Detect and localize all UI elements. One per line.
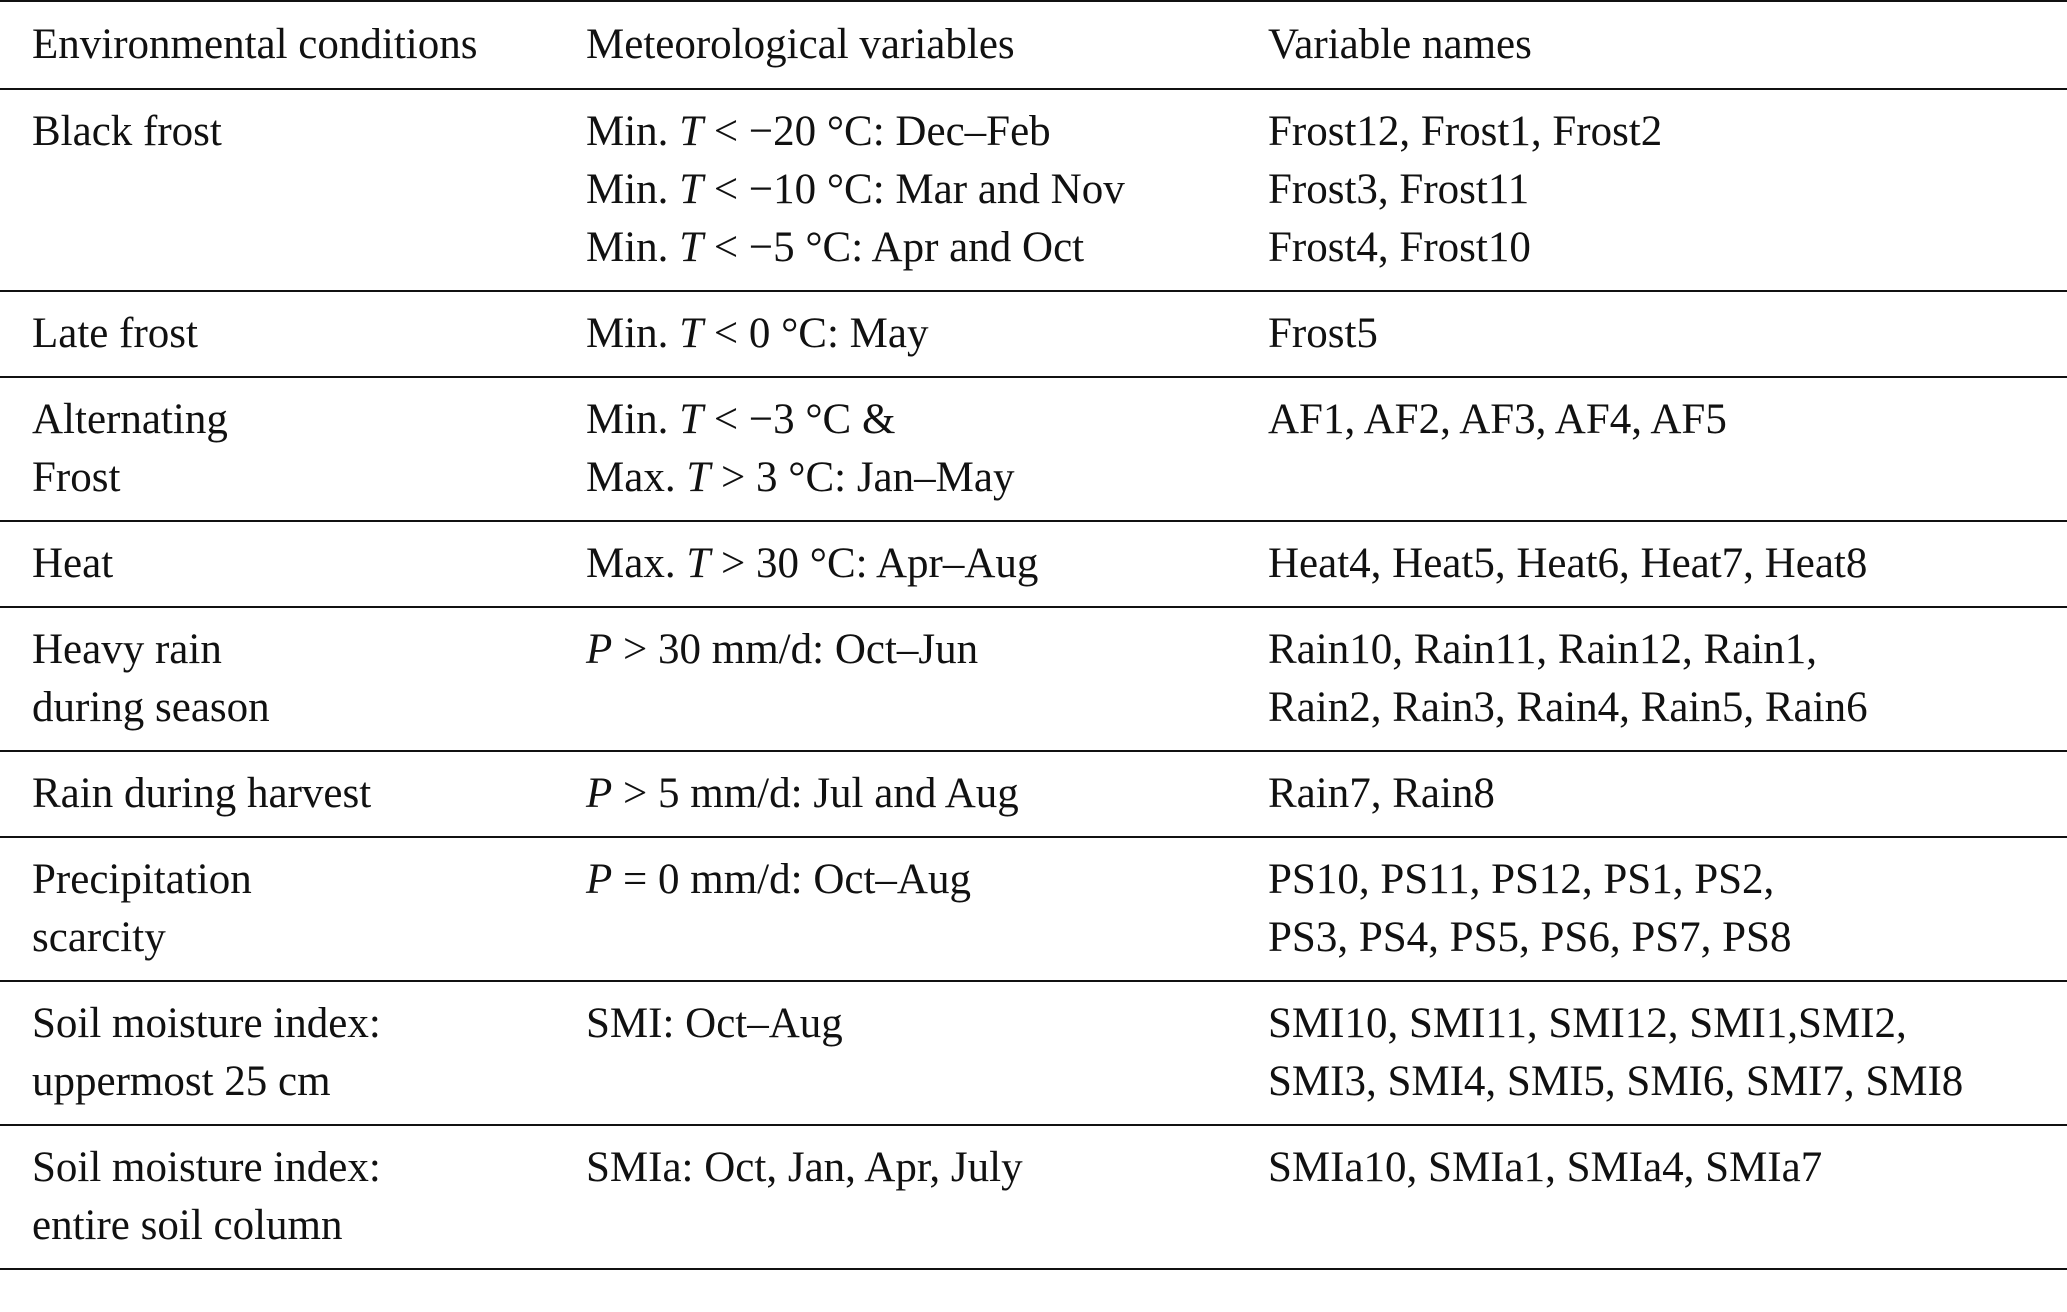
condition-cell (0, 89, 586, 291)
variable-line: Min. T < 0 °C: May (586, 310, 929, 357)
table-row (0, 521, 2067, 607)
condition-cell (0, 291, 586, 377)
table-header (0, 1, 2067, 89)
table-row (0, 89, 2067, 291)
variable-name-line: Rain10, Rain11, Rain12, Rain1, (1268, 626, 1818, 673)
condition-line: Rain during harvest (32, 770, 372, 817)
variable-name-line: Frost4, Frost10 (1268, 224, 1531, 271)
variable-line: Min. T < −10 °C: Mar and Nov (586, 166, 1125, 213)
variable-line: P > 5 mm/d: Jul and Aug (586, 770, 1019, 817)
condition-line: Late frost (32, 310, 198, 357)
variable-names-cell (1268, 837, 2067, 981)
table-row (0, 377, 2067, 521)
condition-line: during season (32, 684, 270, 731)
header-environmental-conditions: Environmental conditions (32, 21, 478, 68)
condition-line: Precipitation (32, 856, 252, 903)
header-variable-names: Variable names (1268, 21, 1532, 68)
variable-line: Max. T > 30 °C: Apr–Aug (586, 540, 1039, 587)
table-row (0, 607, 2067, 751)
table-row (0, 837, 2067, 981)
variable-name-line: SMIa10, SMIa1, SMIa4, SMIa7 (1268, 1144, 1823, 1191)
variable-line: Min. T < −3 °C & (586, 396, 896, 443)
variable-names-cell (1268, 1125, 2067, 1269)
condition-cell (0, 607, 586, 751)
header-meteorological-variables: Meteorological variables (586, 21, 1015, 68)
condition-line: Heat (32, 540, 114, 587)
meteorological-variables-cell (586, 377, 1268, 521)
meteorological-variables-cell (586, 751, 1268, 837)
condition-line: Frost (32, 454, 121, 501)
condition-line: Alternating (32, 396, 228, 443)
condition-cell (0, 981, 586, 1125)
variable-name-line: SMI10, SMI11, SMI12, SMI1,SMI2, (1268, 1000, 1907, 1047)
variable-names-cell (1268, 521, 2067, 607)
meteorological-variables-cell (586, 607, 1268, 751)
variable-name-line: Heat4, Heat5, Heat6, Heat7, Heat8 (1268, 540, 1868, 587)
variable-names-cell (1268, 607, 2067, 751)
variable-line: Min. T < −20 °C: Dec–Feb (586, 108, 1051, 155)
variable-name-line: SMI3, SMI4, SMI5, SMI6, SMI7, SMI8 (1268, 1058, 1964, 1105)
variable-names-cell (1268, 89, 2067, 291)
meteorological-variables-cell (586, 837, 1268, 981)
condition-line: Heavy rain (32, 626, 222, 673)
meteorological-variables-cell (586, 1125, 1268, 1269)
variable-line: Max. T > 3 °C: Jan–May (586, 454, 1015, 501)
condition-line: Soil moisture index: (32, 1000, 381, 1047)
variable-names-cell (1268, 751, 2067, 837)
condition-cell (0, 751, 586, 837)
table-row (0, 751, 2067, 837)
table-row (0, 1125, 2067, 1269)
variable-line: P = 0 mm/d: Oct–Aug (586, 856, 971, 903)
table-body (0, 89, 2067, 1269)
meteorological-variables-cell (586, 291, 1268, 377)
condition-cell (0, 377, 586, 521)
variable-name-line: AF1, AF2, AF3, AF4, AF5 (1268, 396, 1727, 443)
variable-name-line: Frost3, Frost11 (1268, 166, 1530, 213)
variable-line: SMIa: Oct, Jan, Apr, July (586, 1144, 1023, 1191)
variable-name-line: PS3, PS4, PS5, PS6, PS7, PS8 (1268, 914, 1792, 961)
meteorological-variables-cell (586, 521, 1268, 607)
meteorological-variables-cell (586, 981, 1268, 1125)
condition-cell (0, 521, 586, 607)
header-row (0, 1, 2067, 89)
variable-name-line: Rain7, Rain8 (1268, 770, 1495, 817)
condition-line: uppermost 25 cm (32, 1058, 331, 1105)
meteorological-variables-cell (586, 89, 1268, 291)
condition-cell (0, 1125, 586, 1269)
condition-line: Black frost (32, 108, 222, 155)
condition-line: Soil moisture index: (32, 1144, 381, 1191)
variable-names-cell (1268, 981, 2067, 1125)
variable-name-line: PS10, PS11, PS12, PS1, PS2, (1268, 856, 1775, 903)
condition-line: scarcity (32, 914, 166, 961)
table-row (0, 291, 2067, 377)
variable-names-cell (1268, 291, 2067, 377)
variable-names-cell (1268, 377, 2067, 521)
variable-name-line: Frost5 (1268, 310, 1378, 357)
condition-cell (0, 837, 586, 981)
table-row (0, 981, 2067, 1125)
variable-line: P > 30 mm/d: Oct–Jun (586, 626, 979, 673)
variable-line: Min. T < −5 °C: Apr and Oct (586, 224, 1085, 271)
variable-name-line: Frost12, Frost1, Frost2 (1268, 108, 1663, 155)
condition-line: entire soil column (32, 1202, 343, 1249)
variable-name-line: Rain2, Rain3, Rain4, Rain5, Rain6 (1268, 684, 1868, 731)
variable-line: SMI: Oct–Aug (586, 1000, 843, 1047)
